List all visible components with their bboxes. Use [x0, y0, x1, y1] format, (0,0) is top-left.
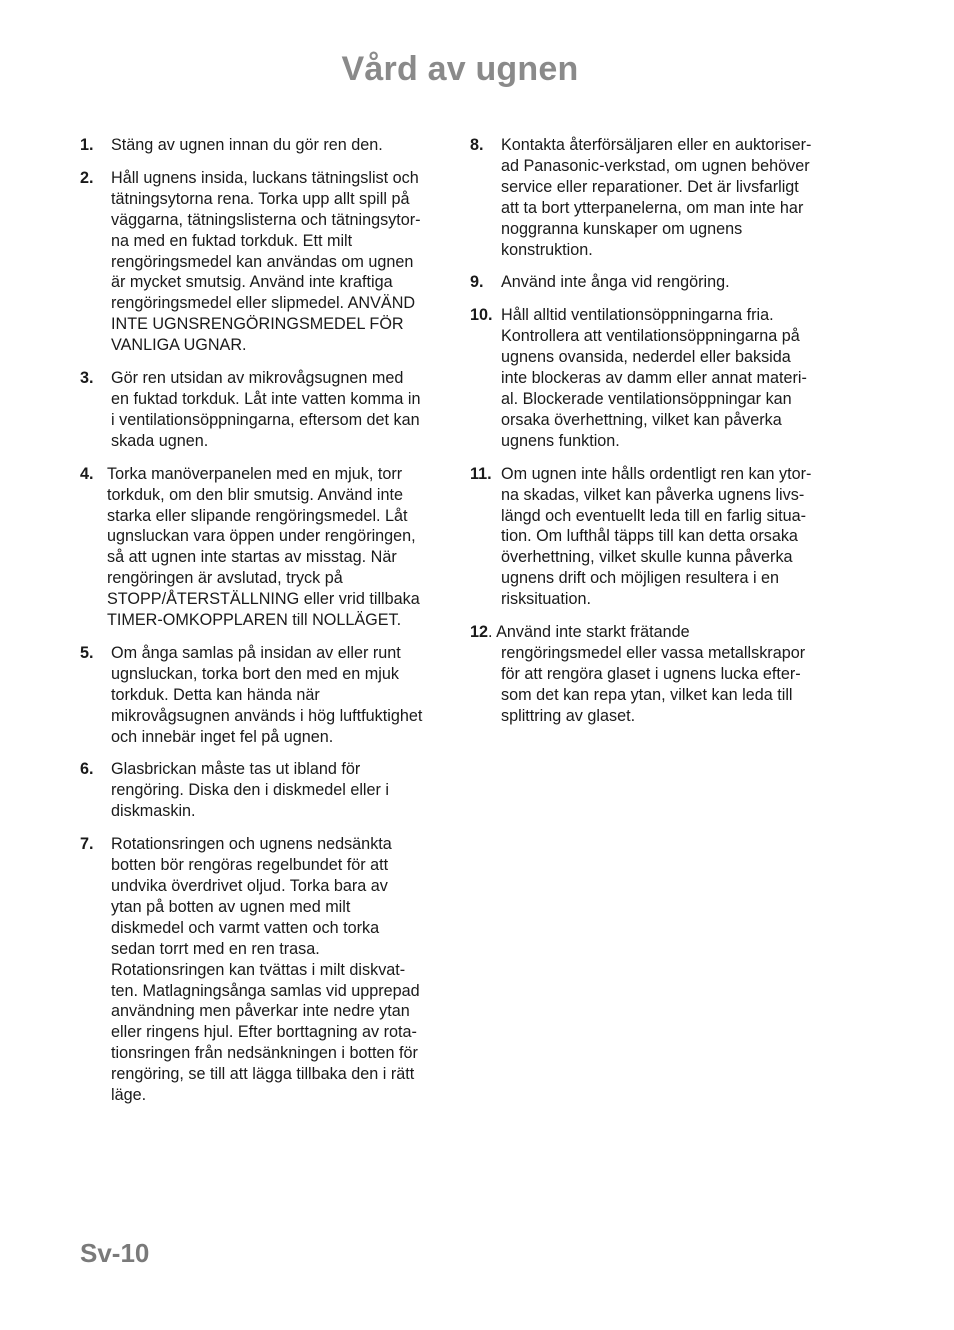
- list-item: [470, 622, 842, 727]
- item-text: Om ugnen inte hålls ordentligt ren kan ytor- na skadas, vilket kan påverka ugnens livs- längd och eventuellt leda till en farlig situa- tion. Om lufthål täpps till kan detta orsaka överhettning, vilket skulle kunna påverka ugnens drift och möjligen resultera i en risksituation.: [501, 464, 812, 609]
- item-text: Kontakta återförsäljaren eller en auktoriser- ad Panasonic-verkstad, om ugnen behöver service eller reparationer. Det är livsfarligt att ta bort ytterpanelerna, om man inte har noggranna kunskaper om ugnens konstruktion.: [501, 136, 812, 259]
- list-item: [80, 643, 452, 748]
- item-text: Torka manöverpanelen med en mjuk, torr torkduk, om den blir smutsig. Använd inte starka eller slipande rengöringsmedel. Låt ugnsluckan vara öppen under rengöringen, så att ugnen inte startas av misstag. När rengöringen är avslutad, tryck på STOPP/ÅTERSTÄLLNING eller vrid tillbaka TIMER-OMKOPPLAREN till NOLLÄGET.: [107, 464, 420, 630]
- item-text: Håll ugnens insida, luckans tätningslist och tätningsytorna rena. Torka upp allt spill på väggarna, tätningslisterna och tätningsytor- na med en fuktad torkduk. Ett milt rengöringsmedel kan användas om ugnen är mycket smutsig. Använd inte kraftiga rengöringsmedel eller slipmedel. ANVÄND INTE UGNSRENGÖRINGSMEDEL FÖR VANLIGA UGNAR.: [111, 168, 421, 355]
- item-number: 3.: [80, 369, 94, 388]
- item-number: 6.: [80, 760, 94, 779]
- item-text: Stäng av ugnen innan du gör ren den.: [111, 136, 383, 154]
- item-number: 8.: [470, 136, 484, 154]
- item-text: Använd inte ånga vid rengöring.: [501, 273, 730, 292]
- list-item: [80, 759, 452, 822]
- list-item: [470, 305, 842, 451]
- item-text: Glasbrickan måste tas ut ibland för rengöring. Diska den i diskmedel eller i diskmaskin.: [111, 760, 390, 821]
- right-column: [470, 135, 842, 739]
- list-item: [80, 834, 452, 1106]
- item-number: 1.: [80, 136, 94, 154]
- list-item: [470, 464, 842, 610]
- item-text: Rotationsringen och ugnens nedsänkta botten bör rengöras regelbundet för att undvika överdrivet oljud. Torka bara av ytan på botten av ugnen med milt diskmedel och varmt vatten och torka sedan torrt med en ren trasa. Rotationsringen kan tvättas i milt diskvat- ten. Matlagningsånga samlas vid upprepad användning men påverkar inte nedre ytan eller ringens hjul. Efter borttagning av rota- tionsringen från nedsänkningen i botten för rengöring, se till att lägga tillbaka den i rätt läge.: [111, 835, 420, 1105]
- list-item: [80, 368, 452, 452]
- item-text: rengöringsmedel eller vassa metallskrapor för att rengöra glaset i ugnens lucka efter- som det kan repa ytan, vilket kan leda till splittring av glaset.: [501, 643, 806, 725]
- item-number: 7.: [80, 835, 94, 854]
- item-number: 12: [470, 623, 489, 642]
- page-title: Vård av ugnen: [341, 50, 579, 88]
- item-number: 9.: [470, 273, 484, 292]
- item-text: Om ånga samlas på insidan av eller runt ugnsluckan, torka bort den med en mjuk torkduk. Detta kan hända när mikrovågsugnen används i hög luftfuktighet och innebär inget fel på ugnen.: [111, 643, 423, 746]
- item-text-first-line: . Använd inte starkt frätande: [488, 623, 690, 642]
- list-item: [80, 168, 452, 356]
- item-number: 5.: [80, 643, 94, 662]
- list-item: [470, 272, 842, 293]
- list-item: [80, 135, 452, 156]
- left-column: [80, 135, 452, 1118]
- item-number: 2.: [80, 168, 94, 187]
- item-number: 11.: [470, 464, 492, 483]
- item-text: Håll alltid ventilationsöppningarna fria. Kontrollera att ventilationsöppningarna på ugnens ovansida, nederdel eller baksida inte blockeras av damm eller annat materi- al. Blockerade ventilationsöppningar kan orsaka överhettning, vilket kan påverka ugnens funktion.: [501, 306, 807, 450]
- item-number: 4.: [80, 464, 94, 483]
- item-number: 10.: [470, 306, 493, 325]
- page-number: Sv-10: [80, 1238, 150, 1268]
- list-item: [470, 135, 842, 260]
- item-text: Gör ren utsidan av mikrovågsugnen med en fuktad torkduk. Låt inte vatten komma in i ventilationsöppningarna, eftersom det kan skada ugnen.: [111, 369, 421, 450]
- list-item: [80, 464, 452, 631]
